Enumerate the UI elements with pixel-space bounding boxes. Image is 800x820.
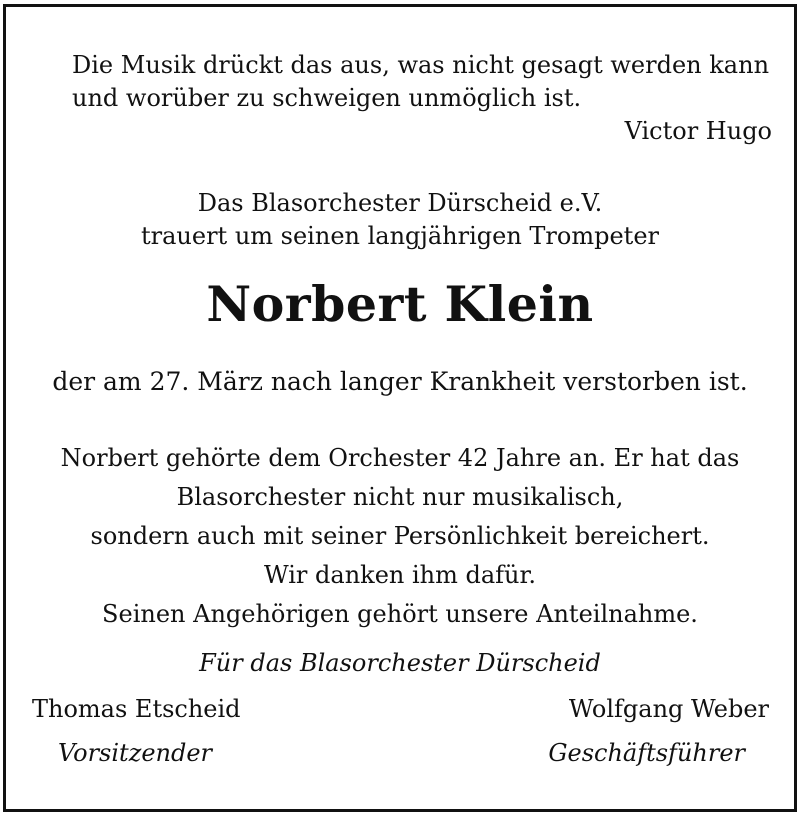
intro-line: trauert um seinen langjährigen Trompeter xyxy=(140,222,659,250)
quote-line: und worüber zu schweigen unmöglich ist. xyxy=(72,84,582,112)
signatory-chairman-name: Thomas Etscheid xyxy=(32,695,241,723)
deceased-name: Norbert Klein xyxy=(206,275,594,333)
tribute-line: Blasorchester nicht nur musikalisch, xyxy=(176,483,624,511)
obituary-notice xyxy=(3,4,797,812)
tribute-line: Seinen Angehörigen gehört unsere Anteilnahme. xyxy=(102,600,698,628)
intro-line: Das Blasorchester Dürscheid e.V. xyxy=(197,189,603,217)
quote-line: Die Musik drückt das aus, was nicht gesagt werden kann xyxy=(72,51,770,79)
signatory-chairman-role: Vorsitzender xyxy=(58,739,213,767)
tribute-line: sondern auch mit seiner Persönlichkeit bereichert. xyxy=(90,522,710,550)
on-behalf-line: Für das Blasorchester Dürscheid xyxy=(199,649,601,677)
signatory-manager-name: Wolfgang Weber xyxy=(568,695,769,723)
quote xyxy=(72,49,769,115)
quote-author: Victor Hugo xyxy=(624,117,772,145)
intro-text xyxy=(6,187,794,253)
tribute-line: Norbert gehörte dem Orchester 42 Jahre an. Er hat das xyxy=(60,444,740,472)
tribute-line: Wir danken ihm dafür. xyxy=(264,561,536,589)
signatory-manager-role: Geschäftsführer xyxy=(548,739,745,767)
tribute-text xyxy=(6,439,794,634)
death-line: der am 27. März nach langer Krankheit verstorben ist. xyxy=(52,367,748,396)
